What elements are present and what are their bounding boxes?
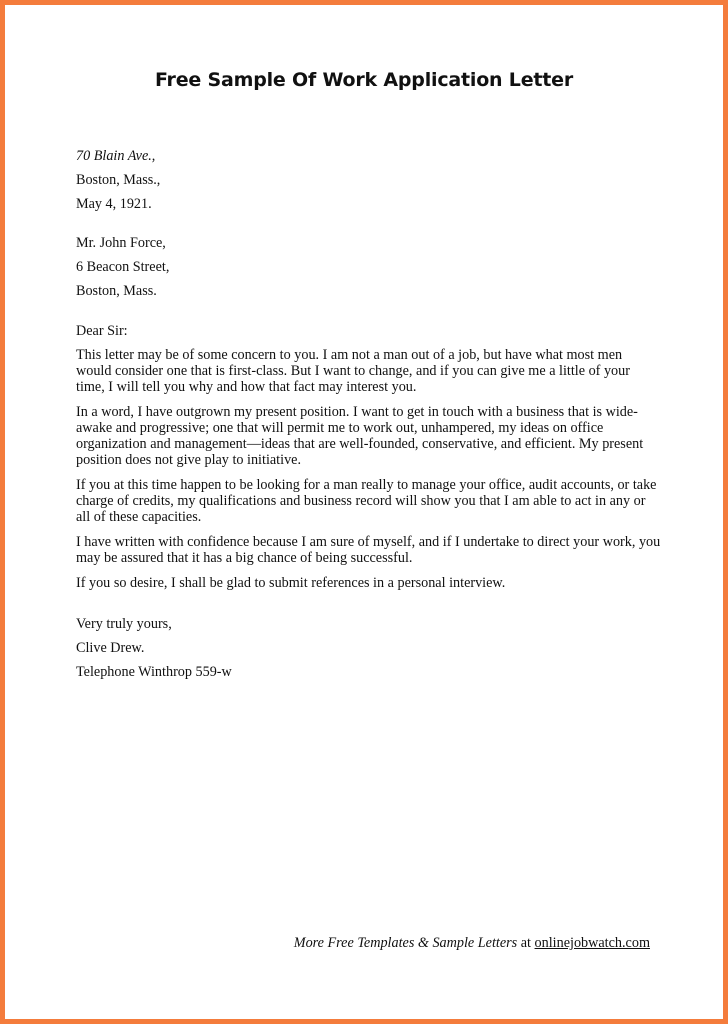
footer-text: More Free Templates & Sample Letters <box>293 935 518 951</box>
closing-block <box>76 616 661 680</box>
page-title: Free Sample Of Work Application Letter <box>154 69 574 91</box>
paragraph: If you at this time happen to be looking for a man really to manage your office, audit accounts, or take charge of credits, my qualifications and business record will show you that I am able to act in any or all of these capacities. <box>76 477 657 525</box>
signature-telephone: Telephone Winthrop 559-w <box>76 664 232 680</box>
footer <box>294 935 650 952</box>
recipient-street: 6 Beacon Street, <box>76 259 170 275</box>
letter-paragraphs <box>76 347 661 591</box>
recipient-city: Boston, Mass. <box>76 283 157 299</box>
sender-city: Boston, Mass., <box>76 172 161 188</box>
sender-street: 70 Blain Ave., <box>76 148 156 164</box>
sender-address <box>76 148 661 212</box>
paragraph: In a word, I have outgrown my present position. I want to get in touch with a business that is wide-awake and progressive; one that will permit me to work out, unhampered, my ideas on office organization and management—ideas that are well-founded, conservative, and efficient. My present position does not give play to initiative. <box>76 404 644 468</box>
letter-body <box>76 148 661 688</box>
paragraph: I have written with confidence because I am sure of myself, and if I undertake to direct your work, you may be assured that it has a big chance of being successful. <box>76 534 661 566</box>
signature-name: Clive Drew. <box>76 640 145 656</box>
recipient-address <box>76 235 661 299</box>
paragraph: If you so desire, I shall be glad to submit references in a personal interview. <box>76 575 506 591</box>
letter-date: May 4, 1921. <box>76 196 152 212</box>
recipient-name: Mr. John Force, <box>76 235 166 251</box>
footer-link[interactable]: onlinejobwatch.com <box>534 935 650 951</box>
closing-salutation: Very truly yours, <box>76 616 172 632</box>
footer-connector: at <box>520 935 531 951</box>
paragraph: This letter may be of some concern to you. I am not a man out of a job, but have what most men would consider one that is first-class. But I want to change, and if you can give me a little of your time, I will tell you why and how that fact may interest you. <box>76 347 630 395</box>
greeting: Dear Sir: <box>76 323 128 339</box>
